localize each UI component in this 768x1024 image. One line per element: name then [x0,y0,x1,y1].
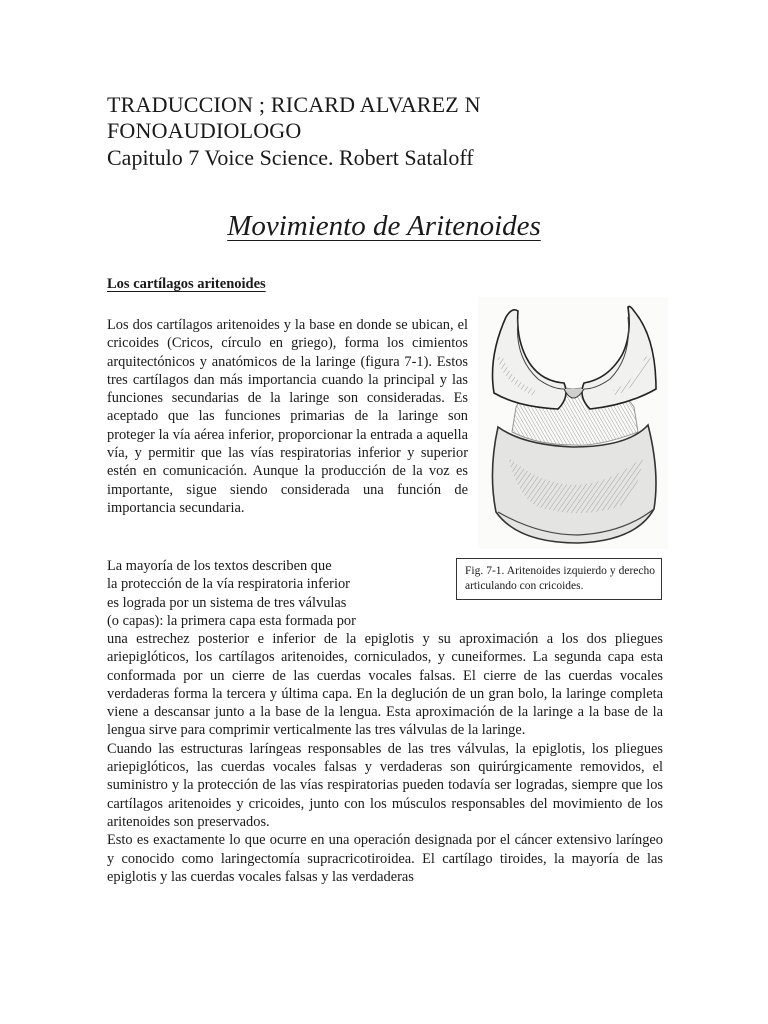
paragraph-2-line: La mayoría de los textos describen que [107,558,332,574]
paragraph-1: Los dos cartílagos aritenoides y la base en donde se ubican, el cricoides (Cricos, círculo en griego), forma los cimientos arquitectónicos y anatómicos de la laringe (figura 7-1). Estos tres cartílagos dan más importancia cuando la principal y las funciones secundarias de la laringe son consideradas. Es aceptado que las funciones primarias de la laringe son proteger la vía aérea inferior, proporcionar la entrada a aquella vía, y permitir que las vías respiratorias inferior y superior estén en comunicación. Aunque la producción de la voz es importante, sigue siendo considerada una función de importancia secundaria. [107,317,468,516]
arytenoid-cricoid-drawing [478,297,668,549]
section-heading: Los cartílagos aritenoides [107,276,266,292]
header-translator: TRADUCCION ; RICARD ALVAREZ N [107,92,481,117]
paragraph-2-line: es lograda por un sistema de tres válvulas [107,594,347,611]
paragraph-2-continued: una estrechez posterior e inferior de la epiglotis y su aproximación a los dos pliegues ariepiglóticos, los cartílagos aritenoides, corniculados, y cuneiformes. La segunda capa esta conformada por un cierre de las cuerdas vocales falsas. El cierre de las cuerdas vocales verdaderas forma la tercera y última capa. En la deglución de un gran bolo, la laringe completa viene a descansar junto a la base de la lengua. Esta aproximación de la laringe a la base de la lengua sirve para comprimir verticalmente las tres válvulas de la laringe. [107,631,663,739]
figure-arytenoid-illustration [478,297,668,549]
document-title-text: Movimiento de Aritenoides [227,210,541,242]
paragraph-3: Cuando las estructuras laríngeas responsables de las tres válvulas, la epiglotis, los pliegues ariepiglóticos, las cuerdas vocales falsas y verdaderas son quirúrgicamente removidos, el suministro y la protección de las vías respiratorias pueden todavía ser logradas, siempre que los cartílagos aritenoides y cricoides, junto con los músculos responsables del movimiento de los aritenoides son preservados. [107,740,663,830]
document-header [107,92,667,171]
figure-caption: Fig. 7-1. Aritenoides izquierdo y derecho articulando con cricoides. [456,558,662,600]
full-width-text [107,630,663,886]
header-profession: FONOAUDIOLOGO [107,118,302,143]
paragraph-2-line: (o capas): la primera capa esta formada por [107,612,356,629]
paragraph-4: Esto es exactamente lo que ocurre en una operación designada por el cáncer extensivo laríngeo y conocido como laringectomía supracricotiroidea. El cartílago tiroides, la mayoría de las epiglotis y las cuerdas vocales falsas y las verdaderas [107,832,663,885]
document-title [0,208,768,244]
paragraph-2-intro [107,557,447,630]
header-chapter: Capitulo 7 Voice Science. Robert Sataloff [107,145,474,170]
paragraph-2-line: la protección de la vía respiratoria inferior [107,576,350,593]
